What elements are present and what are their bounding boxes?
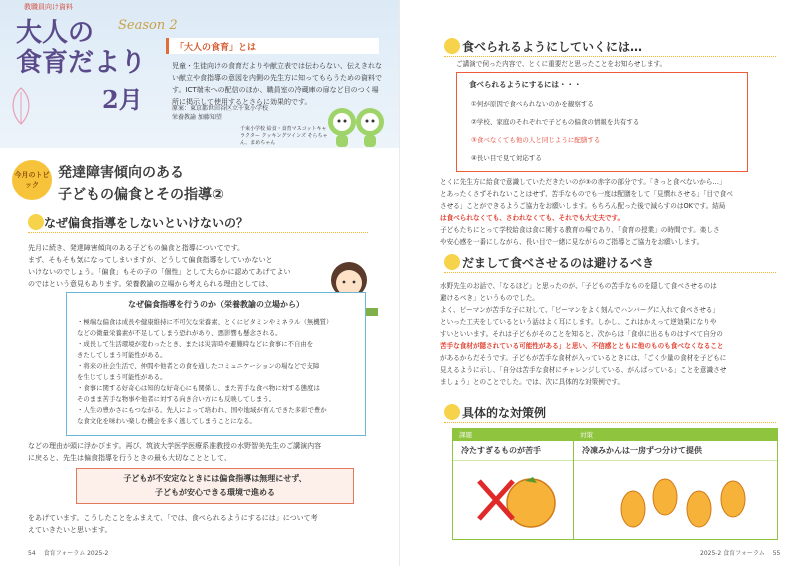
topic-badge: 今月のトピック xyxy=(12,160,52,200)
countermeasure-table xyxy=(452,428,778,540)
reasons-box-title: なぜ偏食指導を行うのか（栄養教諭の立場から） xyxy=(128,300,304,309)
intro-text: 児童・生徒向けの食育だよりや献立表では伝わらない、伝えきれない献立や食指導の意図を内側の先生方に知ってもらうための資料です。ICT端末への配信のほか、職員室の冷蔵庫の扉など目のつく場所に掲示して使用するとさらに効果的です。 xyxy=(172,62,382,106)
heading-dot-icon xyxy=(444,38,460,54)
left-footer xyxy=(28,548,108,557)
para1-line: 先月に続き、発達障害傾向のある子どもの偏食と指導についてです。 xyxy=(28,244,245,252)
title-line-1: 大人の xyxy=(16,18,95,48)
key-point-callout xyxy=(76,468,354,504)
section-label: 「大人の食育」とは xyxy=(175,43,257,53)
paragraph-1 xyxy=(28,242,318,290)
paragraph-2 xyxy=(28,440,388,464)
table-divider xyxy=(573,429,574,539)
tagline: 教職員向け資料 xyxy=(24,3,73,11)
footer-title-right: 2025-2 食育フォーラム xyxy=(700,550,765,557)
title-line-2: 食育だより xyxy=(16,48,147,78)
reason-item: ・将来の社会生活で、仲間や他者との食を通したコミュニケーションの場などで支障 xyxy=(77,362,320,370)
rpara2-line: 水野先生のお話で、「なるほど」と思ったのが、「子どもの苦手なものを隠して食べさせるのは xyxy=(440,282,717,290)
heading-how-to-eat: 食べられるようにしていくには… xyxy=(462,40,643,54)
rpara2-line: よく、ピーマンが苦手な子に対して、「ピーマンをよく刻んでハンバーグに入れて食べさせる」 xyxy=(440,306,719,314)
heading-avoid-tricking: だまして食べさせるのは避けるべき xyxy=(462,256,655,270)
reason-item: ・食事に関する好奇心は知的な好奇心にも関係し、また苦手な食べ物に対する態度は xyxy=(77,384,320,392)
step-item-highlight: ③食べなくても他の人と同じように配膳する xyxy=(471,136,601,144)
reasons-box xyxy=(66,292,366,436)
topic-line-1: 発達障害傾向のある xyxy=(58,165,184,181)
author-line-1: 原案：東京都世田谷区立千束小学校 xyxy=(172,105,269,112)
section-label-bar xyxy=(166,38,379,54)
reason-item: ・人生の豊かさにもつながる。先人によって培われ、国や地域が育んできた多彩で豊か xyxy=(77,406,327,414)
rpara2-line: ましょう」とのことでした。では、次に具体的な対策例です。 xyxy=(440,378,625,386)
rpara1-line: や安心感を一番にしながら、長い目で一緒に見ながらのご指導とご協力をお願いします。 xyxy=(440,238,704,246)
heading-dot-icon xyxy=(444,254,460,270)
rpara1-line-highlight: は食べられなくても、さわれなくても、それでも大丈夫です。 xyxy=(440,214,625,222)
right-footer xyxy=(700,548,780,557)
right-intro: ご講演で伺った内容で、とくに重要だと思ったことをお知らせします。 xyxy=(456,60,667,68)
step-item: ④長い目で見て対応する xyxy=(471,154,542,162)
rpara2-line-highlight: 苦手な食材が隠されている可能性がある」と思い、不信感とともに他のものも食べなくなること xyxy=(440,342,724,350)
rpara1-line: させる」ことができるようご協力をお願いします。もちろん配った後で減らすのはOKです。結局 xyxy=(440,202,726,210)
steps-box xyxy=(456,72,748,172)
reason-item: ・極端な偏食は成長や健康維持に不可欠な栄養素、とくにビタミンやミネラル（無機質） xyxy=(77,318,333,326)
reason-item: などの微量栄養素が不足してしまう恐れがあり、悪影響も懸念される。 xyxy=(77,329,282,337)
reason-item: な食文化を味わい楽しむ機会を多く逃してしまうことになる。 xyxy=(77,417,256,425)
topic-title xyxy=(58,162,224,206)
rpara2-line: といった工夫をしているという話はよく耳にします。しかし、これはかえって逆効果になりや xyxy=(440,318,717,326)
mascot-illustration xyxy=(320,100,390,150)
heading-why: なぜ偏食指導をしないといけないの？ xyxy=(44,216,249,230)
right-paragraph-1 xyxy=(440,176,770,248)
reason-item: きたしてしまう可能性がある。 xyxy=(77,351,167,359)
step-item: ②学校、家庭のそれぞれで子どもの偏食の情報を共有する xyxy=(471,118,640,126)
paragraph-3 xyxy=(28,512,388,536)
heading-examples: 具体的な対策例 xyxy=(462,406,547,420)
table-cell-issue: 冷たすぎるものが苦手 xyxy=(453,441,573,461)
reason-item: そのまま苦手な物事や他者に対する向き合い方にも反映してしまう。 xyxy=(77,395,276,403)
heading-underline xyxy=(28,232,368,234)
orange-segments-illustration xyxy=(613,469,763,535)
leaf-decoration xyxy=(6,86,36,126)
para2-line: に戻ると、先生は偏食指導を行うときの最も大切なこととして、 xyxy=(28,454,231,462)
para1-line: のではという意見もあります。栄養教諭の立場から考えられる理由としては、 xyxy=(28,280,273,288)
rpara2-line: があるからだそうです。子どもが苦手な食材が入っているときには、「ごく少量の食材を子どもに xyxy=(440,354,727,362)
heading-dot-icon xyxy=(444,404,460,420)
callout-line-1: 子どもが不安定なときには偏食指導は無理にせず、 xyxy=(123,474,307,483)
page-number-right: 55 xyxy=(772,550,781,557)
rpara1-line: とあったくさずそれないことはせず、苦手なものでも一度は配膳をして「見慣れさせる」「目で食べ xyxy=(440,190,733,198)
para2-line: などの理由が頭に浮かびます。再び、筑波大学医学医療系准教授の水野智美先生のご講演内容 xyxy=(28,442,322,450)
page-number-left: 54 xyxy=(28,550,36,557)
mascot-caption: 千束小学校 給食・食育マスコットキャラクター クッキングツインズ そらちゃん、まめちゃん xyxy=(240,126,328,146)
para1-line: まず、そもそも気になってしまいますが、どうして偏食指導をしていかないと xyxy=(28,256,273,264)
topic-line-2: 子どもの偏食とその指導② xyxy=(58,187,224,203)
step-item: ①何が原因で食べられないのかを観察する xyxy=(471,100,594,108)
para1-line: いけないのでしょう。「偏食」もその子の「個性」として大らかに認めてあげてよい xyxy=(28,268,291,276)
steps-title: 食べられるようにするには・・・ xyxy=(469,80,582,89)
rpara1-line: 子どもたちにとって学校給食は食に関する教育の場であり、「食育の授業」の時間です。楽しさ xyxy=(440,226,720,234)
rpara2-line: 避けるべき」というものでした。 xyxy=(440,294,539,302)
heading-dot-icon xyxy=(28,214,44,230)
callout-line-2: 子どもが安心できる環境で進める xyxy=(155,488,275,497)
right-paragraph-2 xyxy=(440,280,770,388)
rpara1-line: とくに先生方に給食で意識していただきたいのが③の赤字の部分です。「きっと食べないから…」 xyxy=(440,178,726,186)
month-label: 2月 xyxy=(102,85,143,114)
table-header-issue: 課題 xyxy=(453,429,573,441)
footer-title-left: 食育フォーラム 2025-2 xyxy=(43,550,109,557)
reason-item: ・成長して生活環境が変わったとき、または災害時や避難時などに食事に不自由を xyxy=(77,340,314,348)
rpara2-line: すいといいます。それは子どもがそのことを知ると、次からは「食卓に出るものはすべて自分の xyxy=(440,330,723,338)
heading-underline xyxy=(444,272,776,274)
frozen-orange-illustration xyxy=(473,469,563,535)
reasons-list xyxy=(77,317,359,427)
table-header-solution: 対策 xyxy=(574,429,777,441)
author-line-2: 栄養教諭 加藤知望 xyxy=(172,114,222,121)
season-label: Season 2 xyxy=(118,18,178,33)
para3-line: をあげています。こうしたことをふまえて、「では、食べられるようにするには」について考 xyxy=(28,514,318,522)
table-cell-solution: 冷凍みかんは一房ずつ分けて提供 xyxy=(574,441,777,461)
para3-line: えていきたいと思います。 xyxy=(28,526,112,534)
heading-underline xyxy=(444,422,776,424)
reason-item: を生じてしまう可能性がある。 xyxy=(77,373,167,381)
rpara2-line: 見えるように示し、「自分は苦手な食材にチャレンジしている、がんばっている」ことを意識させ xyxy=(440,366,727,374)
